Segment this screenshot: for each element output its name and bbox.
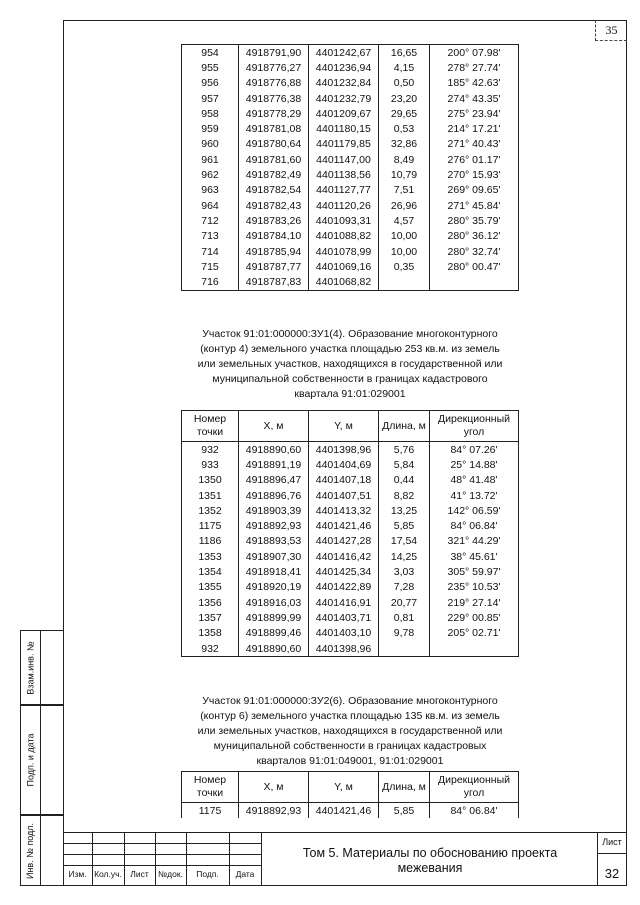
top-page-number: 35 [595, 20, 627, 41]
table-row [182, 60, 519, 75]
cell-x-coordinate: 4918780,64 [239, 137, 309, 152]
cell-bearing: 269° 09.65' [430, 183, 519, 198]
cell-x-coordinate: 4918784,10 [239, 229, 309, 244]
caption-line: или земельных участков, находящихся в государственной или [197, 725, 503, 737]
cell-x-coordinate: 4918890,60 [239, 641, 309, 657]
cell-length: 5,84 [379, 457, 430, 472]
stamp-col-podp: Подп. [196, 869, 219, 879]
cell-length [379, 641, 430, 657]
header-y-coordinate: Y, м [309, 411, 379, 442]
table-row [182, 45, 519, 61]
cell-bearing: 235° 10.53' [430, 580, 519, 595]
cell-y-coordinate: 4401209,67 [309, 106, 379, 121]
caption-line: Участок 91:01:000000:ЗУ1(4). Образование многоконтурного [202, 328, 498, 340]
cell-bearing: 276° 01.17' [430, 152, 519, 167]
cell-length: 10,00 [379, 244, 430, 259]
cell-x-coordinate: 4918791,90 [239, 45, 309, 61]
cell-bearing: 41° 13.72' [430, 488, 519, 503]
cell-y-coordinate: 4401232,84 [309, 76, 379, 91]
header-point-number: Номер точки [182, 411, 239, 442]
cell-length: 16,65 [379, 45, 430, 61]
table-row [182, 534, 519, 549]
cell-x-coordinate: 4918903,39 [239, 503, 309, 518]
cell-bearing: 205° 02.71' [430, 626, 519, 641]
cell-point-number: 1351 [182, 488, 239, 503]
cell-bearing: 321° 44.29' [430, 534, 519, 549]
cell-bearing: 305° 59.97' [430, 564, 519, 579]
cell-y-coordinate: 4401138,56 [309, 167, 379, 182]
cell-length: 23,20 [379, 91, 430, 106]
table-row [182, 503, 519, 518]
cell-point-number: 932 [182, 442, 239, 458]
cell-length: 0,50 [379, 76, 430, 91]
podp-data-label: Подп. и дата [25, 733, 36, 787]
cell-length: 0,53 [379, 121, 430, 136]
header-length: Длина, м [379, 411, 430, 442]
inv-podl-field [20, 815, 40, 886]
caption-line: муниципальной собственности в границах кадастрового [212, 373, 488, 385]
cell-length: 13,25 [379, 503, 430, 518]
stamp-col-koluch: Кол.уч. [94, 869, 122, 879]
cell-length: 14,25 [379, 549, 430, 564]
cell-bearing: 271° 40.43' [430, 137, 519, 152]
cell-y-coordinate: 4401088,82 [309, 229, 379, 244]
cell-length: 3,03 [379, 564, 430, 579]
cell-y-coordinate: 4401232,79 [309, 91, 379, 106]
cell-y-coordinate: 4401422,89 [309, 580, 379, 595]
coordinates-table-continuation [181, 44, 519, 291]
cell-y-coordinate: 4401416,91 [309, 595, 379, 610]
inv-podl-value [40, 815, 63, 886]
cell-length: 4,57 [379, 213, 430, 228]
cell-bearing: 219° 27.14' [430, 595, 519, 610]
cell-point-number: 961 [182, 152, 239, 167]
table-row [182, 167, 519, 182]
table-row [182, 183, 519, 198]
header-bearing: Дирекционный угол [430, 411, 519, 442]
cell-point-number: 932 [182, 641, 239, 657]
table-row [182, 457, 519, 472]
cell-point-number: 933 [182, 457, 239, 472]
cell-bearing [430, 274, 519, 290]
cell-point-number: 958 [182, 106, 239, 121]
cell-y-coordinate: 4401421,46 [309, 518, 379, 533]
podp-data-value [40, 705, 63, 815]
cell-point-number: 960 [182, 137, 239, 152]
table-row [182, 137, 519, 152]
cell-length: 8,82 [379, 488, 430, 503]
cell-point-number: 955 [182, 60, 239, 75]
cell-y-coordinate: 4401147,00 [309, 152, 379, 167]
table-row [182, 564, 519, 579]
cell-x-coordinate: 4918892,93 [239, 518, 309, 533]
cell-point-number: 1356 [182, 595, 239, 610]
cell-bearing: 38° 45.61' [430, 549, 519, 564]
cell-length [379, 274, 430, 290]
cell-y-coordinate: 4401127,77 [309, 183, 379, 198]
cell-x-coordinate: 4918918,41 [239, 564, 309, 579]
cell-point-number: 956 [182, 76, 239, 91]
cell-bearing: 280° 00.47' [430, 259, 519, 274]
cell-point-number: 714 [182, 244, 239, 259]
cell-point-number: 1186 [182, 534, 239, 549]
header-x-coordinate: X, м [239, 411, 309, 442]
table-header-row [182, 772, 519, 803]
table-row [182, 610, 519, 625]
cell-length: 0,81 [379, 610, 430, 625]
caption-line: муниципальной собственности в границах кадастровых [213, 740, 487, 752]
cell-point-number: 716 [182, 274, 239, 290]
table-row [182, 121, 519, 136]
table-header-row [182, 411, 519, 442]
cell-x-coordinate: 4918920,19 [239, 580, 309, 595]
cell-bearing: 84° 07.26' [430, 442, 519, 458]
cell-length: 5,76 [379, 442, 430, 458]
cell-y-coordinate: 4401407,18 [309, 473, 379, 488]
cell-point-number: 1357 [182, 610, 239, 625]
section-caption-zu1-4 [170, 327, 530, 402]
cell-x-coordinate: 4918890,60 [239, 442, 309, 458]
cell-bearing: 84° 06.84' [430, 518, 519, 533]
cell-point-number: 713 [182, 229, 239, 244]
cell-bearing: 280° 35.79' [430, 213, 519, 228]
cell-bearing: 200° 07.98' [430, 45, 519, 61]
stamp-col-izm: Изм. [68, 869, 87, 879]
cell-bearing: 48° 41.48' [430, 473, 519, 488]
podp-data-field [20, 705, 40, 815]
stamp-col-list: Лист [130, 869, 149, 879]
cell-point-number: 963 [182, 183, 239, 198]
cell-y-coordinate: 4401398,96 [309, 641, 379, 657]
cell-length: 0,44 [379, 473, 430, 488]
cell-bearing: 25° 14.88' [430, 457, 519, 472]
cell-y-coordinate: 4401093,31 [309, 213, 379, 228]
cell-bearing: 214° 17.21' [430, 121, 519, 136]
cell-length: 4,15 [379, 60, 430, 75]
cell-point-number: 1358 [182, 626, 239, 641]
cell-x-coordinate: 4918907,30 [239, 549, 309, 564]
vzam-inv-field [20, 630, 40, 705]
cell-x-coordinate: 4918782,43 [239, 198, 309, 213]
cell-x-coordinate: 4918782,54 [239, 183, 309, 198]
cell-point-number: 1352 [182, 503, 239, 518]
header-length: Длина, м [379, 772, 430, 803]
stamp-col-data: Дата [235, 869, 255, 879]
cell-bearing: 278° 27.74' [430, 60, 519, 75]
table-row [182, 213, 519, 228]
table-row [182, 473, 519, 488]
cell-y-coordinate: 4401398,96 [309, 442, 379, 458]
cell-x-coordinate: 4918893,53 [239, 534, 309, 549]
cell-bearing [430, 641, 519, 657]
caption-line: (контур 4) земельного участка площадью 253 кв.м. из земель [200, 343, 500, 355]
cell-y-coordinate: 4401179,85 [309, 137, 379, 152]
cell-y-coordinate: 4401404,69 [309, 457, 379, 472]
cell-bearing: 271° 45.84' [430, 198, 519, 213]
cell-length: 10,79 [379, 167, 430, 182]
cell-length: 5,85 [379, 518, 430, 533]
cell-length: 20,77 [379, 595, 430, 610]
caption-line: или земельных участков, находящихся в государственной или [197, 358, 503, 370]
cell-x-coordinate: 4918899,99 [239, 610, 309, 625]
table-row [182, 106, 519, 121]
cell-x-coordinate: 4918781,08 [239, 121, 309, 136]
cell-point-number: 1354 [182, 564, 239, 579]
table-row [182, 442, 519, 458]
cell-length: 5,85 [379, 803, 430, 819]
table-row [182, 549, 519, 564]
coordinates-table-zu1-4 [181, 410, 519, 657]
table-row [182, 580, 519, 595]
document-title: Том 5. Материалы по обоснованию проекта межевания [302, 846, 558, 875]
caption-line: квартала 91:01:029001 [294, 388, 406, 400]
cell-length: 7,28 [379, 580, 430, 595]
cell-bearing: 274° 43.35' [430, 91, 519, 106]
cell-x-coordinate: 4918896,47 [239, 473, 309, 488]
header-x-coordinate: X, м [239, 772, 309, 803]
cell-point-number: 959 [182, 121, 239, 136]
cell-x-coordinate: 4918891,19 [239, 457, 309, 472]
table-row [182, 91, 519, 106]
header-point-number: Номер точки [182, 772, 239, 803]
cell-length: 26,96 [379, 198, 430, 213]
cell-x-coordinate: 4918787,83 [239, 274, 309, 290]
cell-x-coordinate: 4918783,26 [239, 213, 309, 228]
table-row [182, 518, 519, 533]
table-row [182, 152, 519, 167]
cell-x-coordinate: 4918916,03 [239, 595, 309, 610]
cell-y-coordinate: 4401403,10 [309, 626, 379, 641]
cell-x-coordinate: 4918782,49 [239, 167, 309, 182]
coordinates-table-zu2-6 [181, 771, 519, 818]
cell-bearing: 185° 42.63' [430, 76, 519, 91]
cell-point-number: 1353 [182, 549, 239, 564]
cell-length: 9,78 [379, 626, 430, 641]
cell-length: 29,65 [379, 106, 430, 121]
cell-y-coordinate: 4401425,34 [309, 564, 379, 579]
caption-line: Участок 91:01:000000:ЗУ2(6). Образование многоконтурного [202, 695, 498, 707]
cell-point-number: 954 [182, 45, 239, 61]
cell-x-coordinate: 4918778,29 [239, 106, 309, 121]
cell-x-coordinate: 4918781,60 [239, 152, 309, 167]
header-y-coordinate: Y, м [309, 772, 379, 803]
cell-point-number: 1350 [182, 473, 239, 488]
cell-y-coordinate: 4401413,32 [309, 503, 379, 518]
cell-length: 0,35 [379, 259, 430, 274]
table-row [182, 76, 519, 91]
cell-x-coordinate: 4918776,88 [239, 76, 309, 91]
cell-y-coordinate: 4401416,42 [309, 549, 379, 564]
table-row [182, 229, 519, 244]
cell-y-coordinate: 4401403,71 [309, 610, 379, 625]
table-row [182, 803, 519, 819]
cell-length: 7,51 [379, 183, 430, 198]
cell-y-coordinate: 4401068,82 [309, 274, 379, 290]
cell-length: 8,49 [379, 152, 430, 167]
cell-bearing: 280° 32.74' [430, 244, 519, 259]
table-row [182, 488, 519, 503]
cell-x-coordinate: 4918776,38 [239, 91, 309, 106]
cell-bearing: 142° 06.59' [430, 503, 519, 518]
inv-podl-label: Инв. № подл. [25, 822, 36, 879]
table-row [182, 259, 519, 274]
cell-y-coordinate: 4401078,99 [309, 244, 379, 259]
cell-point-number: 1175 [182, 803, 239, 819]
cell-x-coordinate: 4918787,77 [239, 259, 309, 274]
cell-x-coordinate: 4918896,76 [239, 488, 309, 503]
table-row [182, 244, 519, 259]
cell-point-number: 715 [182, 259, 239, 274]
cell-y-coordinate: 4401407,51 [309, 488, 379, 503]
table-row [182, 198, 519, 213]
cell-x-coordinate: 4918776,27 [239, 60, 309, 75]
cell-x-coordinate: 4918785,94 [239, 244, 309, 259]
cell-length: 10,00 [379, 229, 430, 244]
table-row [182, 595, 519, 610]
cell-bearing: 270° 15.93' [430, 167, 519, 182]
cell-y-coordinate: 4401236,94 [309, 60, 379, 75]
caption-line: (контур 6) земельного участка площадью 135 кв.м. из земель [200, 710, 500, 722]
cell-point-number: 957 [182, 91, 239, 106]
cell-y-coordinate: 4401427,28 [309, 534, 379, 549]
table-row [182, 274, 519, 290]
vzam-inv-value [40, 630, 63, 705]
cell-bearing: 229° 00.85' [430, 610, 519, 625]
vzam-inv-label: Взам.инв. № [25, 640, 36, 695]
cell-y-coordinate: 4401242,67 [309, 45, 379, 61]
cell-point-number: 712 [182, 213, 239, 228]
cell-point-number: 1355 [182, 580, 239, 595]
cell-length: 32,86 [379, 137, 430, 152]
caption-line: кварталов 91:01:049001, 91:01:029001 [256, 755, 444, 767]
sheet-label: Лист [602, 837, 622, 847]
header-bearing: Дирекционный угол [430, 772, 519, 803]
stamp-col-ndok: №док. [158, 869, 183, 879]
cell-length: 17,54 [379, 534, 430, 549]
cell-x-coordinate: 4918899,46 [239, 626, 309, 641]
section-caption-zu2-6 [170, 694, 530, 769]
cell-bearing: 84° 06.84' [430, 803, 519, 819]
cell-y-coordinate: 4401069,16 [309, 259, 379, 274]
table-row [182, 626, 519, 641]
cell-bearing: 275° 23.94' [430, 106, 519, 121]
cell-point-number: 962 [182, 167, 239, 182]
cell-y-coordinate: 4401120,26 [309, 198, 379, 213]
cell-y-coordinate: 4401421,46 [309, 803, 379, 819]
cell-point-number: 1175 [182, 518, 239, 533]
table-row [182, 641, 519, 657]
cell-bearing: 280° 36.12' [430, 229, 519, 244]
cell-point-number: 964 [182, 198, 239, 213]
cell-x-coordinate: 4918892,93 [239, 803, 309, 819]
cell-y-coordinate: 4401180,15 [309, 121, 379, 136]
sheet-number: 32 [604, 866, 620, 881]
